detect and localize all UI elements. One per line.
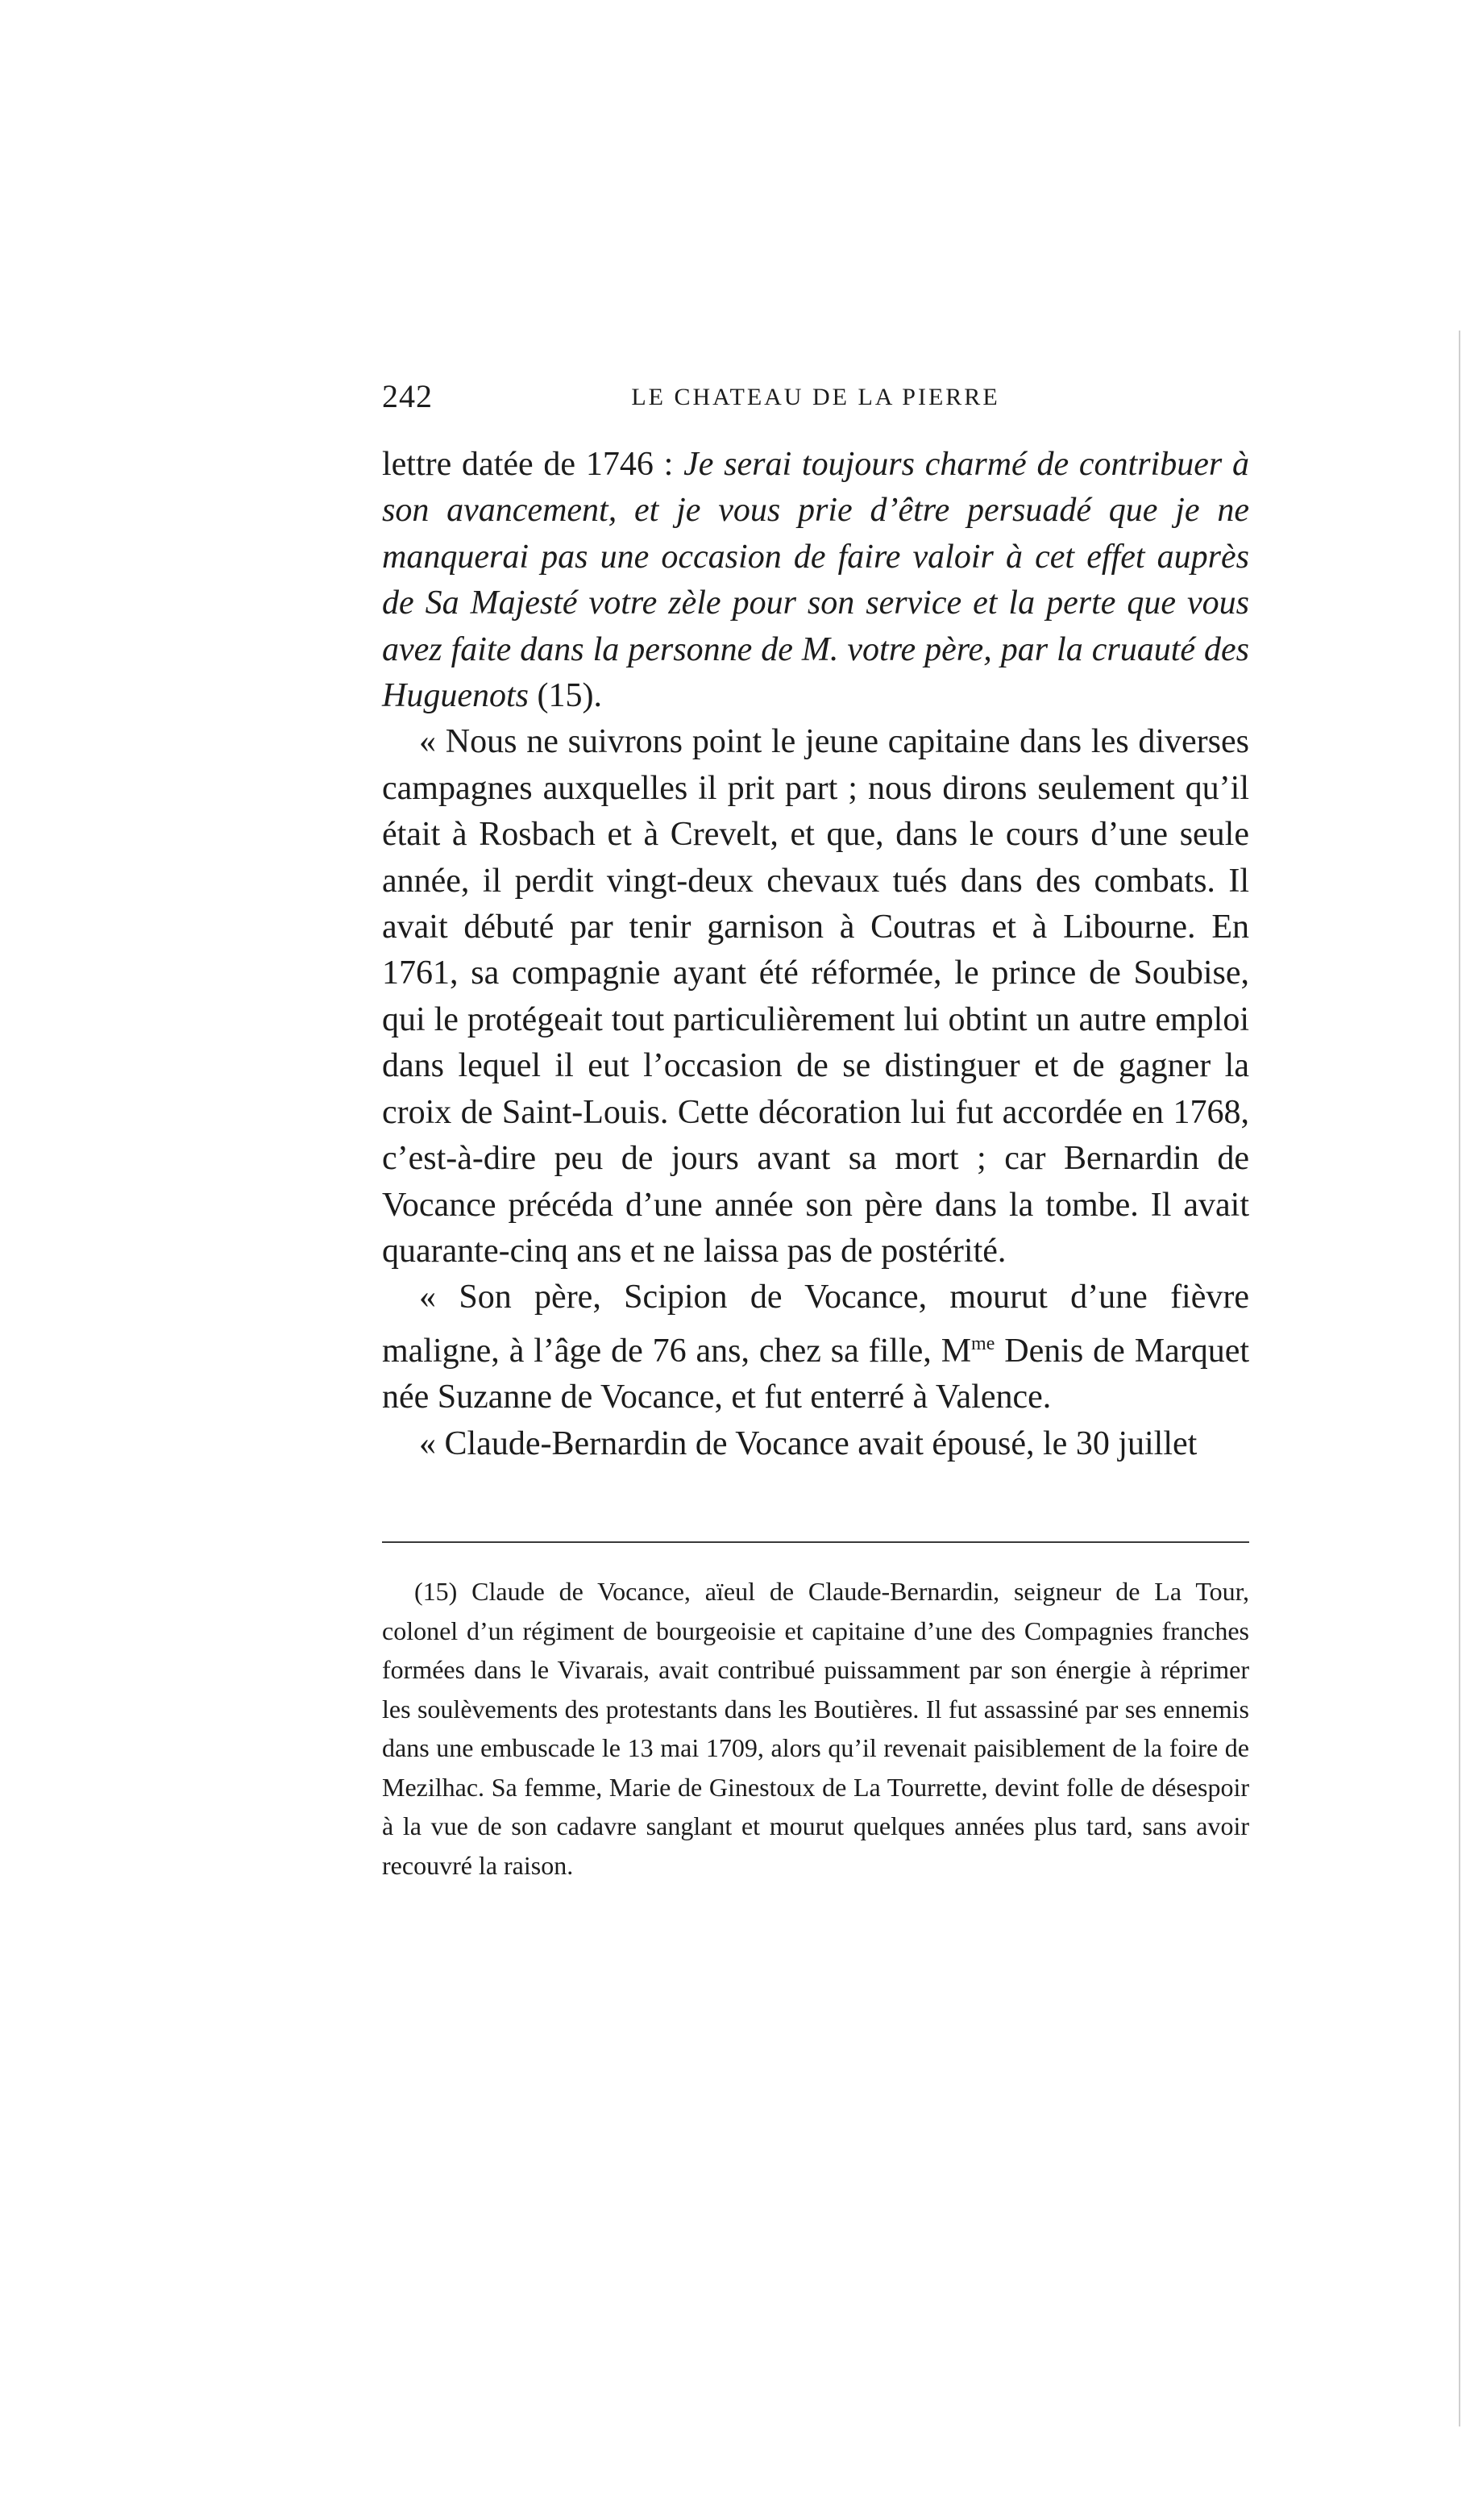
main-text — [382, 442, 1249, 1467]
letter-quote: Je serai toujours charmé de contribuer à son avancement, et je vous prie d’être persuadé que je ne manquerai pas une occasion de faire valoir à cet effet auprès de Sa Majesté votre zèle pour son service et la perte que vous avez faite dans la personne de M. votre père, par la cruauté des Huguenots — [382, 446, 1249, 715]
paragraph-scipion — [382, 1275, 1249, 1420]
scipion-text-start: « Son père, Scipion de Vocance, mourut d’une fièvre maligne, à l’âge de 76 ans, chez sa fille, M — [382, 1279, 1249, 1370]
footnote-15: (15) Claude de Vocance, aïeul de Claude-Bernardin, seigneur de La Tour, colonel d’un régiment de bourgeoisie et capitaine d’une des Compagnies franches formées dans le Vivarais, avait contribué puissamment par son énergie à réprimer les soulèvements des protestants dans les Boutières. Il fut assassiné par ses ennemis dans une embuscade le 13 mai 1709, alors qu’il revenait paisiblement de la foire de Mezilhac. Sa femme, Marie de Ginestoux de La Tourrette, devint folle de désespoir à la vue de son cadavre sanglant et mourut quelques années plus tard, sans avoir recouvré la raison. — [382, 1577, 1249, 1880]
letter-intro: lettre datée de 1746 : — [382, 446, 684, 483]
paragraph-campaigns: « Nous ne suivrons point le jeune capitaine dans les diverses campagnes auxquelles il prit part ; nous dirons seulement qu’il était à Rosbach et à Crevelt, et que, dans le cours d’une seule année, il perdit vingt-deux chevaux tués dans des combats. Il avait débuté par tenir garnison à Coutras et à Libourne. En 1761, sa compagnie ayant été réformée, le prince de Soubise, qui le protégeait tout particulièrement lui obtint un autre emploi dans lequel il eut l’occasion de se distinguer et de gagner la croix de Saint-Louis. Cette décoration lui fut accordée en 1768, c’est-à-dire peu de jours avant sa mort ; car Bernardin de Vocance précéda d’une année son père dans la tombe. Il avait quarante-cinq ans et ne laissa pas de postérité. — [382, 723, 1249, 1270]
footnote-divider — [382, 1541, 1249, 1543]
superscript-me: me — [971, 1333, 995, 1354]
running-title: LE CHATEAU DE LA PIERRE — [631, 384, 1000, 410]
page-edge-line — [1459, 331, 1460, 2426]
paragraph-letter-quote — [382, 442, 1249, 719]
page-number: 242 — [382, 378, 433, 414]
paragraph-claude-bernardin: « Claude-Bernardin de Vocance avait épousé, le 30 juillet — [419, 1424, 1198, 1462]
footnote-reference: (15). — [529, 677, 602, 715]
scipion-text-end: Denis de Marquet née Suzanne de Vocance, et fut enterré à Valence. — [382, 1332, 1250, 1416]
page-header — [382, 377, 1249, 426]
